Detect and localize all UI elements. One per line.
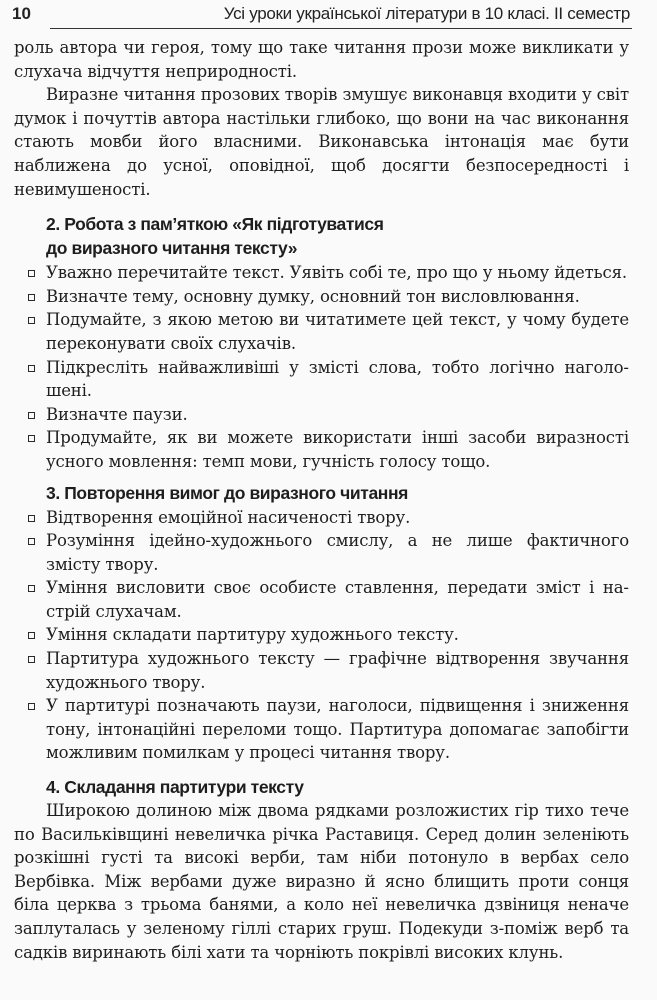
list-item: Продумайте, як ви можете використати інші засоби виразності усного мовлення: темп мови, гучність голосу тощо. xyxy=(0,426,657,473)
list-item: Уважно перечитайте текст. Уявіть собі те, про що у ньому йдеться. xyxy=(0,261,657,285)
list-item: Подумайте, з якою метою ви читатимете цей текст, у чому будете переконувати своїх слухачів. xyxy=(0,308,657,355)
excerpt-paragraph: Широкою долиною між двома рядками розложистих гір тихо тече по Васильківщині невеличка річка Раставиця. Серед долин зеленіють розкішні густі та високі верби, там ніби потонуло в вербах село Вербівка. Між вербами дуже виразно й ясно блищить проти сонця біла церква з трьома банями, а коло неї невеличка дзвіниця неначе заплуталась у зеленому гіллі старих груш. Подекуди з-поміж верб та садків виринають білі хати та чорніють покрівлі високих клунь. xyxy=(14,801,629,962)
list-item: Відтворення емоційної насиченості твору. xyxy=(0,506,657,530)
requirements-list xyxy=(0,506,657,766)
square-bullet-icon xyxy=(28,435,35,442)
square-bullet-icon xyxy=(28,365,35,372)
square-bullet-icon xyxy=(28,703,35,710)
square-bullet-icon xyxy=(28,656,35,663)
intro-paragraph: Виразне читання прозових творів змушує виконавця входити у світ думок і почуттів автора настільки глибоко, що вони на час виконання стають мовби його власними. Виконавська інтонація має бути наближена до усної, оповідної, щоб досягти безпосередності і невимушеності. xyxy=(14,85,629,199)
page-content xyxy=(0,36,657,964)
page-header xyxy=(0,0,657,36)
section-heading-line2: до виразного читання тексту» xyxy=(46,238,298,259)
list-item: Підкресліть найважливіші у змісті слова, тобто логічно наголошені. xyxy=(0,356,657,403)
header-divider xyxy=(50,28,632,29)
intro-paragraph-continuation: роль автора чи героя, тому що таке читання прози може викликати у слухача відчуття неприродності. xyxy=(14,38,629,81)
list-item: Уміння висловити своє особисте ставлення, передати зміст і настрій слухачам. xyxy=(0,576,657,623)
square-bullet-icon xyxy=(28,270,35,277)
list-item: Розуміння ідейно-художнього смислу, а не лише фактичного змісту твору. xyxy=(0,529,657,576)
square-bullet-icon xyxy=(28,317,35,324)
list-item: Партитура художнього тексту — графічне відтворення звучання художнього твору. xyxy=(0,647,657,694)
square-bullet-icon xyxy=(28,538,35,545)
section-heading-score: 4. Складання партитури тексту xyxy=(46,777,304,798)
section-heading-requirements: 3. Повторення вимог до виразного читання xyxy=(46,482,408,503)
square-bullet-icon xyxy=(28,585,35,592)
section-heading-memo xyxy=(0,212,657,260)
list-item: Визначте паузи. xyxy=(0,403,657,427)
section-heading-line1: 2. Робота з пам’яткою «Як підготуватися xyxy=(46,214,384,235)
list-item: У партитурі позначають паузи, наголоси, підвищення і зниження тону, інтонаційні переломи тощо. Партитура допомагає запобігти можливим помилкам у процесі читання твору. xyxy=(0,694,657,765)
running-title: Усі уроки української літератури в 10 класі. ІІ семестр xyxy=(223,4,630,23)
square-bullet-icon xyxy=(28,632,35,639)
page-number: 10 xyxy=(12,4,31,23)
list-item: Визначте тему, основну думку, основний тон висловлювання. xyxy=(0,285,657,309)
square-bullet-icon xyxy=(28,294,35,301)
square-bullet-icon xyxy=(28,412,35,419)
square-bullet-icon xyxy=(28,515,35,522)
memo-list xyxy=(0,261,657,473)
list-item: Уміння складати партитуру художнього тексту. xyxy=(0,623,657,647)
